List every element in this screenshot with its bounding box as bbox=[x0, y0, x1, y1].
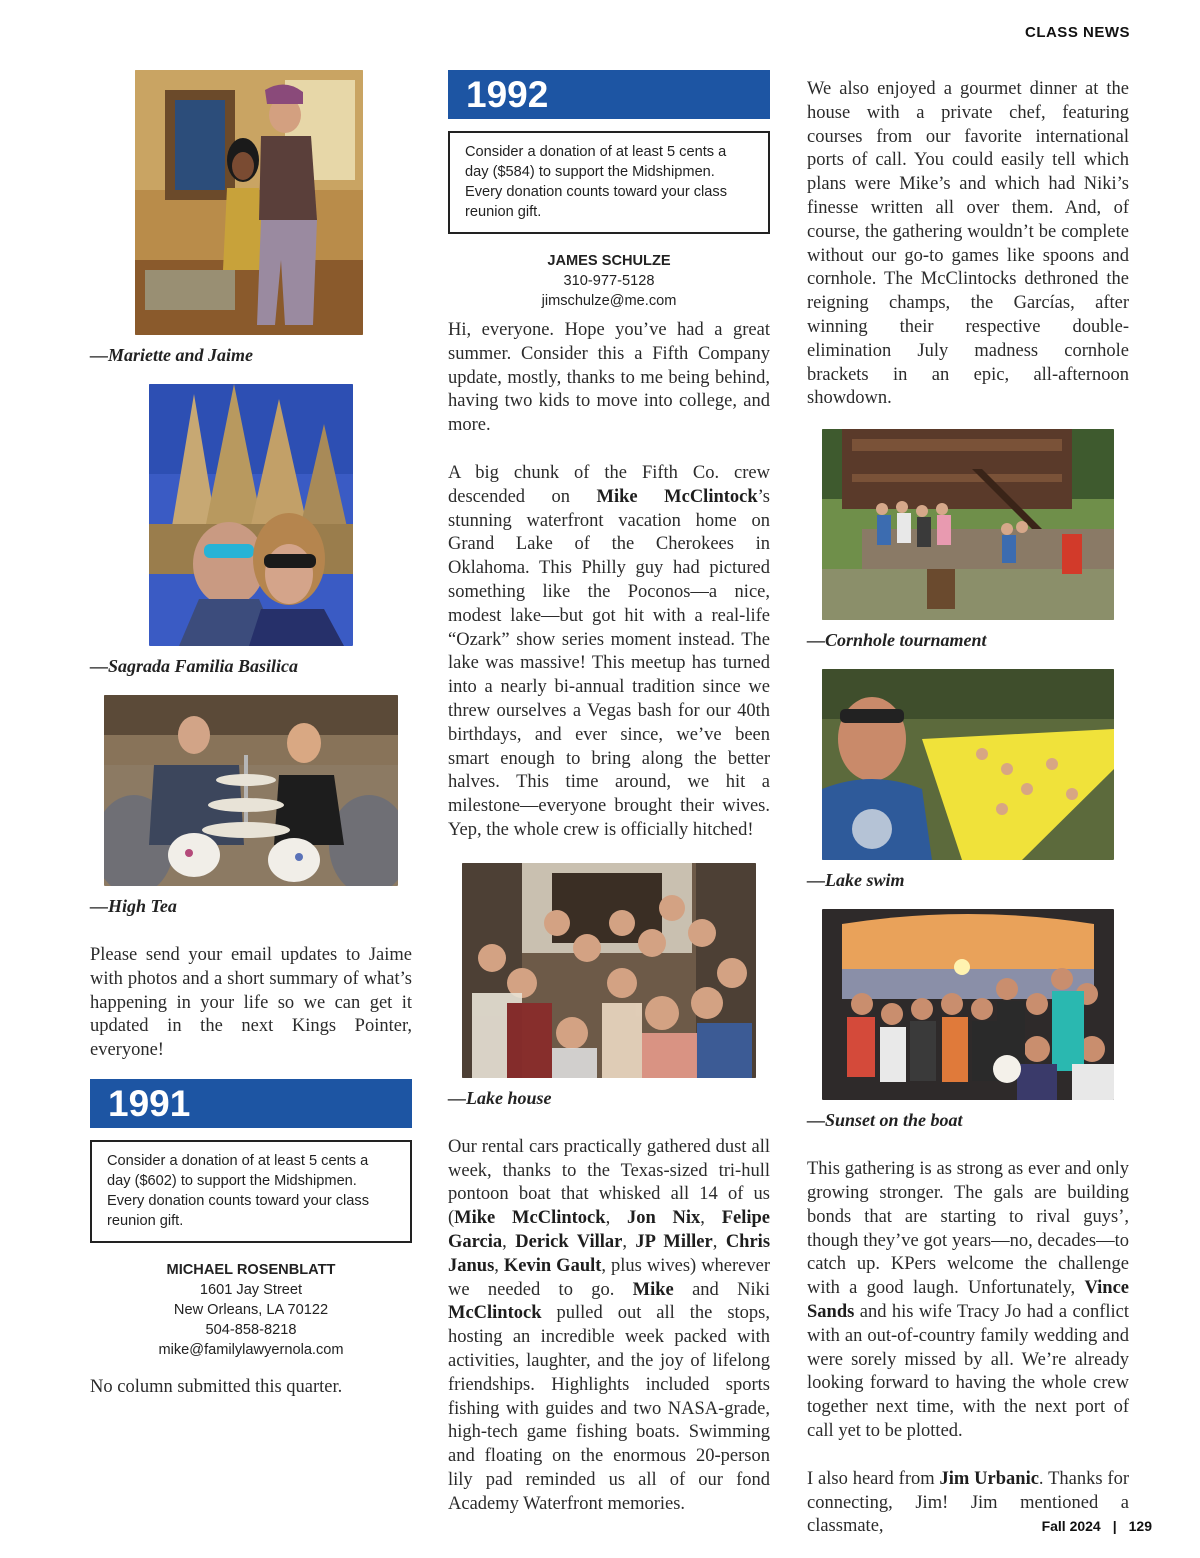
contact-phone: 504-858-8218 bbox=[205, 1321, 297, 1338]
page-footer bbox=[1042, 1518, 1152, 1534]
caption-sunset-boat: —Sunset on the boat bbox=[807, 1110, 963, 1131]
contact-street: 1601 Jay Street bbox=[199, 1281, 303, 1298]
email-updates-note: Please send your email updates to Jaime with photos and a short summary of what’s happening in your life so we can get it updated in the next Kings Pointer, everyone! bbox=[90, 945, 412, 1061]
paragraph-gathering-strong: This gathering is as strong as ever and only growing stronger. The gals are building bonds that are starting to rival guys’, though they’ve got years—no, decades—to catch up. KPers welcome the challenge with a good laugh. Unfortunately, Vince Sands and his wife Tracy Jo had a conflict with an out-of-country family wedding and were sorely missed by all. We’re already looking forward to having the whole crew together next time, with the next port of call yet to be plotted. bbox=[807, 1159, 1129, 1441]
contact-city: New Orleans, LA 70122 bbox=[173, 1301, 329, 1318]
paragraph-gourmet-dinner: We also enjoyed a gourmet dinner at the house with a private chef, featuring courses from our favorite international ports of call. You could easily tell which plans were Mike’s and which had Niki’s finesse written all over them. And, of course, the gathering wouldn’t be complete without our go-to games like spoons and cornhole. The McClintocks dethroned the reigning champs, the Garcías, after winning their respective double-elimination July madness cornhole brackets in an epic, all-afternoon showdown. bbox=[807, 79, 1129, 409]
column-left bbox=[90, 70, 412, 1400]
year-1991-heading: 1991 bbox=[90, 1079, 412, 1128]
paragraph-jim-urbanic: I also heard from Jim Urbanic. Thanks for connecting, Jim! Jim mentioned a classmate, bbox=[807, 1468, 1129, 1537]
issue-label: Fall 2024 bbox=[1041, 1518, 1101, 1534]
contact-block-1992 bbox=[448, 251, 770, 311]
caption-lake-swim: —Lake swim bbox=[807, 870, 905, 891]
photo-high-tea bbox=[104, 695, 398, 886]
column-middle bbox=[448, 70, 770, 1516]
contact-name: JAMES SCHULZE bbox=[547, 253, 671, 269]
photo-sagrada-familia bbox=[149, 384, 353, 646]
footer-separator: | bbox=[1112, 1518, 1117, 1534]
contact-block-1991 bbox=[90, 1260, 412, 1360]
contact-email[interactable]: mike@familylawyernola.com bbox=[158, 1341, 344, 1358]
photo-cornhole bbox=[822, 429, 1114, 620]
donation-box-1991: Consider a donation of at least 5 cents a day ($602) to support the Midshipmen. Every donation counts toward your class reunion gift. bbox=[90, 1140, 412, 1243]
no-column-note: No column submitted this quarter. bbox=[90, 1376, 343, 1397]
column-right bbox=[807, 78, 1129, 1539]
section-header: CLASS NEWS bbox=[1024, 24, 1130, 41]
caption-high-tea: —High Tea bbox=[90, 896, 177, 916]
photo-lake-house bbox=[462, 863, 756, 1078]
paragraph-pontoon-boat: Our rental cars practically gathered dust all week, thanks to the Texas-sized tri-hull pontoon boat that whisked all 14 of us (Mike McClintock, Jon Nix, Felipe Garcia, Derick Villar, JP Miller, Chris Janus, Kevin Gault, plus wives) wherever we needed to go. Mike and Niki McClintock pulled out all the stops, hosting an incredible week packed with activities, laughter, and the joy of lifelong friendships. Highlights included sports fishing with guides and two NASA-grade, high-tech game fishing boats. Swimming and floating on the enormous 20-person lily pad reminded us all of our fond Academy Waterfront memories. bbox=[448, 1136, 771, 1514]
caption-mariette-jaime: —Mariette and Jaime bbox=[90, 345, 253, 365]
photo-sunset-boat bbox=[822, 909, 1114, 1100]
photo-mariette-jaime bbox=[135, 70, 363, 335]
contact-email[interactable]: jimschulze@me.com bbox=[541, 293, 677, 309]
year-1992-heading: 1992 bbox=[448, 70, 770, 119]
donation-box-1992: Consider a donation of at least 5 cents a day ($584) to support the Midshipmen. Every donation counts toward your class reunion gift. bbox=[448, 131, 770, 234]
caption-sagrada-familia: —Sagrada Familia Basilica bbox=[90, 656, 299, 676]
paragraph-intro: Hi, everyone. Hope you’ve had a great summer. Consider this a Fifth Company update, mostly, thanks to me being behind, having two kids to move into college, and more. bbox=[448, 320, 770, 436]
caption-cornhole: —Cornhole tournament bbox=[807, 630, 987, 651]
photo-lake-swim bbox=[822, 669, 1114, 860]
caption-lake-house: —Lake house bbox=[448, 1087, 552, 1108]
paragraph-grand-lake: A big chunk of the Fifth Co. crew descended on Mike McClintock’s stunning waterfront vacation home on Grand Lake of the Cherokees in Oklahoma. This Philly guy had pictured something like the Poconos—a nice, modest lake—but got hit with a real-life “Ozark” show series moment instead. The lake was massive! This meetup has turned into a nearly bi-annual tradition since we threw ourselves a Vegas bash for our 40th birthdays, and ever since, we’ve been smart enough to bring along the better halves. This time around, we hit a milestone—everyone brought their wives. Yep, the whole crew is officially hitched! bbox=[448, 462, 770, 840]
contact-phone: 310-977-5128 bbox=[563, 273, 655, 289]
contact-name: MICHAEL ROSENBLATT bbox=[166, 1261, 336, 1278]
page-number: 129 bbox=[1128, 1518, 1152, 1534]
